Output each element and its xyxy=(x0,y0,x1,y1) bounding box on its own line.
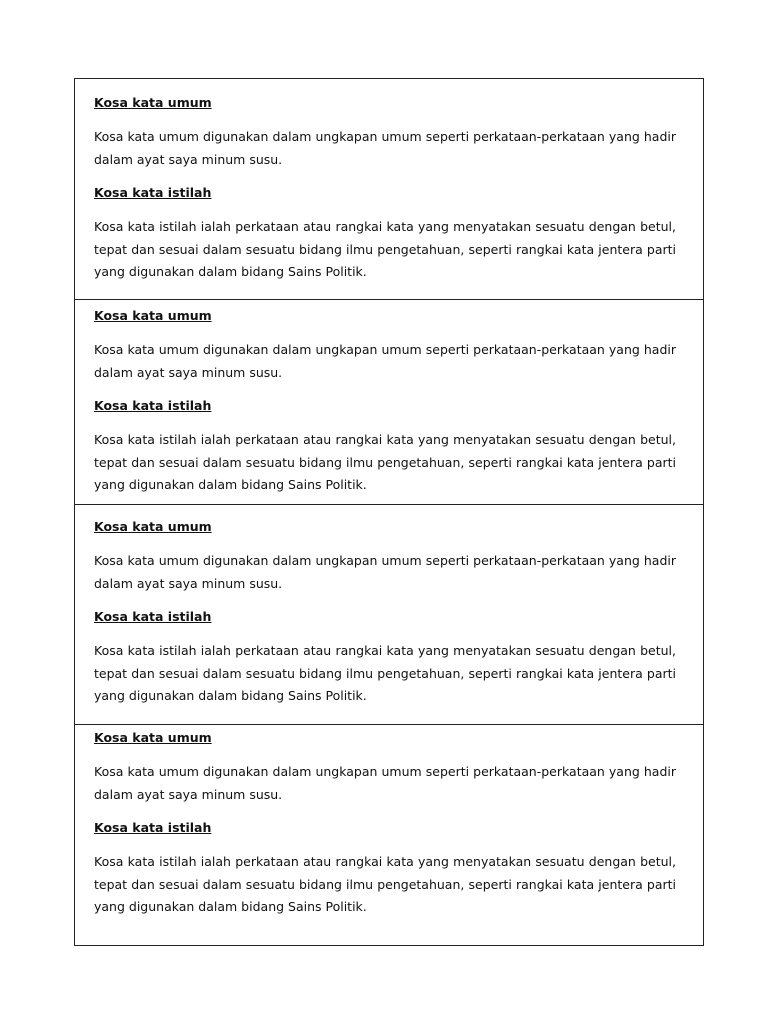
definition-cell xyxy=(75,724,703,945)
heading-kosa-kata-istilah: Kosa kata istilah xyxy=(94,398,212,413)
heading-kosa-kata-istilah: Kosa kata istilah xyxy=(94,820,212,835)
text-kosa-kata-umum: Kosa kata umum digunakan dalam ungkapan umum seperti perkataan-perkataan yang hadir dalam ayat saya minum susu. xyxy=(94,764,676,802)
heading-kosa-kata-umum: Kosa kata umum xyxy=(94,95,212,110)
heading-kosa-kata-umum: Kosa kata umum xyxy=(94,730,212,745)
text-kosa-kata-istilah: Kosa kata istilah ialah perkataan atau rangkai kata yang menyatakan sesuatu dengan betul, tepat dan sesuai dalam sesuatu bidang ilmu pengetahuan, seperti rangkai kata jentera parti yang digunakan dalam bidang Sains Politik. xyxy=(94,219,676,279)
text-kosa-kata-umum: Kosa kata umum digunakan dalam ungkapan umum seperti perkataan-perkataan yang hadir dalam ayat saya minum susu. xyxy=(94,129,676,167)
text-kosa-kata-istilah: Kosa kata istilah ialah perkataan atau rangkai kata yang menyatakan sesuatu dengan betul, tepat dan sesuai dalam sesuatu bidang ilmu pengetahuan, seperti rangkai kata jentera parti yang digunakan dalam bidang Sains Politik. xyxy=(94,643,676,703)
text-kosa-kata-istilah: Kosa kata istilah ialah perkataan atau rangkai kata yang menyatakan sesuatu dengan betul, tepat dan sesuai dalam sesuatu bidang ilmu pengetahuan, seperti rangkai kata jentera parti yang digunakan dalam bidang Sains Politik. xyxy=(94,854,676,914)
heading-kosa-kata-istilah: Kosa kata istilah xyxy=(94,609,212,624)
definition-cell xyxy=(75,79,703,299)
definition-cell xyxy=(75,504,703,724)
text-kosa-kata-istilah: Kosa kata istilah ialah perkataan atau rangkai kata yang menyatakan sesuatu dengan betul, tepat dan sesuai dalam sesuatu bidang ilmu pengetahuan, seperti rangkai kata jentera parti yang digunakan dalam bidang Sains Politik. xyxy=(94,432,676,492)
heading-kosa-kata-umum: Kosa kata umum xyxy=(94,519,212,534)
text-kosa-kata-umum: Kosa kata umum digunakan dalam ungkapan umum seperti perkataan-perkataan yang hadir dalam ayat saya minum susu. xyxy=(94,553,676,591)
heading-kosa-kata-umum: Kosa kata umum xyxy=(94,308,212,323)
definition-table xyxy=(74,78,704,946)
heading-kosa-kata-istilah: Kosa kata istilah xyxy=(94,185,212,200)
text-kosa-kata-umum: Kosa kata umum digunakan dalam ungkapan umum seperti perkataan-perkataan yang hadir dalam ayat saya minum susu. xyxy=(94,342,676,380)
definition-cell xyxy=(75,299,703,504)
